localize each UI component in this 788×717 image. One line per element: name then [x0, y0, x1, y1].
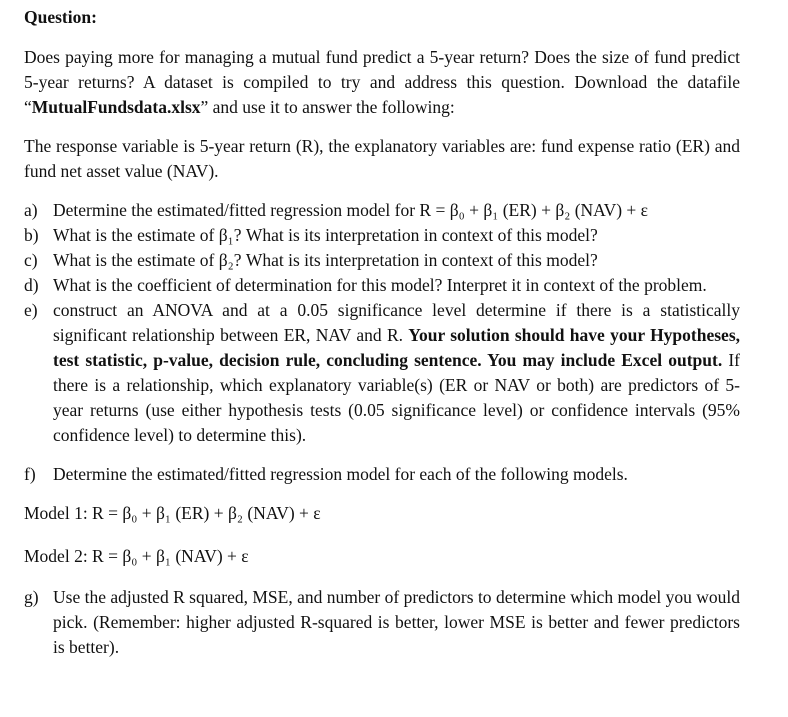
- item-text: What is the estimate of β₂? What is its interpretation in context of this model?: [53, 250, 598, 270]
- item-marker: e): [24, 300, 38, 320]
- question-item-c: [24, 248, 740, 273]
- question-item-d: [24, 273, 740, 298]
- question-item-e: [24, 298, 740, 448]
- question-list-f: [24, 462, 740, 487]
- question-item-g: [24, 585, 740, 660]
- item-text: Determine the estimated/fitted regression model for R = β₀ + β₁ (ER) + β₂ (NAV) + ε: [53, 200, 648, 220]
- item-marker: f): [24, 464, 36, 484]
- item-text: What is the estimate of β₁? What is its interpretation in context of this model?: [53, 225, 598, 245]
- question-heading: Question:: [24, 7, 97, 27]
- spacer: [24, 569, 740, 585]
- variables-paragraph: The response variable is 5-year return (R), the explanatory variables are: fund expense ratio (ER) and fund net asset value (NAV).: [24, 136, 740, 181]
- item-marker: c): [24, 250, 38, 270]
- datafile-name: MutualFundsdata.xlsx: [31, 97, 201, 117]
- question-list: [24, 198, 740, 448]
- item-text: Use the adjusted R squared, MSE, and number of predictors to determine which model you would pick. (Remember: higher adjusted R-squared is better, lower MSE is better and fewer predictors is better).: [53, 587, 740, 657]
- model-1: Model 1: R = β₀ + β₁ (ER) + β₂ (NAV) + ε: [24, 503, 321, 523]
- question-item-f: [24, 462, 740, 487]
- question-item-a: [24, 198, 740, 223]
- spacer: [24, 448, 740, 462]
- item-marker: g): [24, 587, 39, 607]
- item-marker: a): [24, 200, 38, 220]
- item-text: construct an ANOVA and at a 0.05 significance level determine if there is a statistically significant relationship between ER, NAV and R.: [53, 300, 740, 345]
- intro-text-end: ” and use it to answer the following:: [200, 97, 455, 117]
- model-2: Model 2: R = β₀ + β₁ (NAV) + ε: [24, 546, 249, 566]
- question-list-g: [24, 585, 740, 660]
- item-text: What is the coefficient of determination for this model? Interpret it in context of the problem.: [53, 275, 707, 295]
- item-text-bold: Your solution should have your Hypotheses, test statistic, p-value, decision rule, concluding sentence. You may include Excel output.: [53, 325, 740, 370]
- intro-text-start: Does paying more for managing a mutual fund predict a 5-year return? Does the size of fund predict 5-year returns? A dataset is compiled to try and address this question. Download the datafile “: [24, 47, 740, 117]
- item-text-after: If there is a relationship, which explanatory variable(s) (ER or NAV or both) are predictors of 5-year returns (use either hypothesis tests (0.05 significance level) or confidence intervals (95% confidence level) to determine this).: [53, 350, 741, 445]
- question-item-b: [24, 223, 740, 248]
- item-marker: b): [24, 225, 39, 245]
- item-text: Determine the estimated/fitted regression model for each of the following models.: [53, 464, 628, 484]
- item-marker: d): [24, 275, 39, 295]
- intro-paragraph: [24, 45, 740, 120]
